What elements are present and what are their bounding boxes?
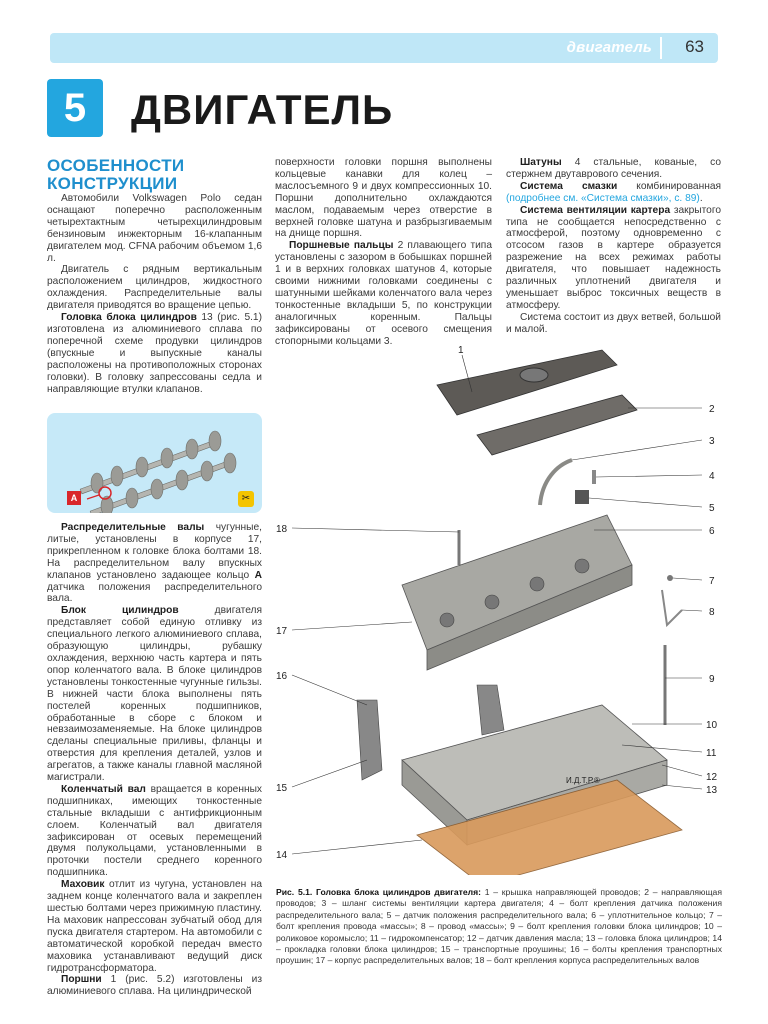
- paragraph-text: отлит из чугуна, установлен на заднем конце коленчатого вала и закреплен шестью болтами через прижимную пластину. На маховик напрессован зубчатый обод для пуска двигателя стартером. На автомобили с автоматической коробкой передач вместо маховика устанавливают ведущий диск гидротрансформатора.: [47, 879, 262, 974]
- paragraph: [506, 181, 721, 205]
- chapter-number-badge: 5: [47, 79, 103, 137]
- text-column-1-lower: [47, 522, 262, 998]
- paragraph: [47, 784, 262, 879]
- cylinder-head-exploded-figure: [272, 340, 722, 875]
- callout-18: 18: [276, 524, 288, 535]
- figure-caption: [276, 887, 722, 967]
- callout-8: 8: [709, 607, 715, 618]
- term: Головка блока цилиндров: [61, 312, 197, 324]
- term: Блок цилиндров: [61, 605, 179, 617]
- term: Маховик: [61, 879, 105, 891]
- paragraph-text: закрытого типа не сообщается непосредственно с атмосферой, поэтому одновременно с отсосом газов в картере образуется разрежение на всех режимах работы двигателя, что повышает надежность различных уплотнений двигателя и уменьшает выброс токсичных веществ в атмосферу.: [506, 204, 721, 311]
- marker-a-badge: A: [67, 491, 81, 505]
- term: Коленчатый вал: [61, 783, 146, 795]
- cylinder-head-illustration: [272, 340, 722, 875]
- callout-6: 6: [709, 526, 715, 537]
- term: Поршни: [61, 974, 102, 986]
- paragraph: [275, 240, 492, 347]
- publisher-watermark: И.Д.Т.Р.®: [566, 776, 600, 785]
- page-number: 63: [685, 37, 704, 56]
- paragraph-text: 4 стальные, кованые, со стержнем двутаврового сечения.: [506, 157, 721, 180]
- paragraph-text: вращается в коренных подшипниках, имеющих тонкостенные стальные вкладыши с антифрикционным слоем. Коленчатый вал двигателя зафиксирован от осевых перемещений двумя полукольцами, установленными в проточки постели среднего коренного подшипника.: [47, 783, 262, 879]
- term: Система вентиляции картера: [520, 204, 671, 216]
- chapter-title: ДВИГАТЕЛЬ: [131, 86, 394, 133]
- paragraph-text: двигателя представляет собой единую отливку из специального легкого алюминиевого сплава, образующую цилиндры, рубашку охлаждения, верхнюю часть картера и пять опор коленчатого вала. В блоке цилиндров установлены тонкостенные чугунные гильзы. В нижней части блока выполнены пять постелей коренных подшипников, обработанные в сборе с блоком и невзаимозаменяемые. На блоке цилиндров сделаны специальные приливы, фланцы и отверстия для крепления деталей, узлов и агрегатов, а также каналы главной масляной магистрали.: [47, 605, 262, 784]
- term: А: [254, 569, 262, 581]
- section-heading: [47, 157, 262, 193]
- caption-text: 1 – крышка направляющей проводов; 2 – направляющая проводов; 3 – шланг системы вентиляции картера двигателя; 4 – болт крепления датчика положения распределительного вала; 5 – датчик положения распределительного вала; 6 – уплотнительное кольцо; 7 – болт крепления провода «массы»; 8 – провод «массы»; 9 – болт крепления головки блока цилиндров; 10 – роликовое коромысло; 11 – гидрокомпенсатор; 12 – датчик давления масла; 13 – головка блока цилиндров; 14 – прокладка головки блока цилиндров; 15 – транспортные проушины; 16 – болты крепления транспортных проушин; 17 – корпус распределительных валов; 18 – болт крепления корпуса распределительных валов: [276, 887, 722, 966]
- paragraph: [47, 522, 262, 605]
- section-heading-line2: КОНСТРУКЦИИ: [47, 174, 178, 193]
- text-column-1: [47, 157, 262, 395]
- callout-13: 13: [706, 785, 718, 796]
- paragraph-text: 13 (рис. 5.1) изготовлена из алюминиевого сплава по поперечной схеме продувки цилиндров (впускные и выпускные каналы расположены на противоположных сторонах головки). В головку запрессованы седла и направляющие втулки клапанов.: [47, 312, 262, 395]
- paragraph: [47, 974, 262, 998]
- paragraph: [47, 879, 262, 974]
- paragraph: поверхности головки поршня выполнены кольцевые канавки для колец – маслосъемного 9 и двух компрессионных 10. Поршни дополнительно охлаждаются маслом, подаваемым через отверстие в верхней головке шатуна и разбрызгиваемым на днище поршня.: [275, 157, 492, 240]
- callout-2: 2: [709, 404, 715, 415]
- paragraph: [47, 312, 262, 395]
- term: Поршневые пальцы: [289, 240, 394, 252]
- paragraph-text: .: [699, 192, 703, 204]
- callout-10: 10: [706, 720, 718, 731]
- callout-11: 11: [706, 748, 717, 759]
- paragraph: Автомобили Volkswagen Polo седан оснащают поперечно расположенным четырехтактным четырехцилиндровым бензиновым инжекторным 16-клапанным двигателем мод. CFNA рабочим объемом 1,6 л.: [47, 193, 262, 264]
- paragraph-text: датчика положения распределительного вала.: [47, 581, 262, 605]
- callout-17: 17: [276, 626, 288, 637]
- running-header-section: двигатель: [566, 39, 652, 56]
- callout-4: 4: [709, 471, 715, 482]
- paragraph: [47, 605, 262, 784]
- callout-9: 9: [709, 674, 715, 685]
- callout-14: 14: [276, 850, 288, 861]
- callout-7: 7: [709, 576, 715, 587]
- callout-15: 15: [276, 783, 288, 794]
- paragraph-text: 2 плавающего типа установлены с зазором в бобышках поршней 1 и в верхних головках шатунов 4, которые своими нижними головками соединены с шатунными шейками коленчатого вала через тонкостенные вкладыши 5, по конструкции аналогичных коренным. Пальцы зафиксированы от осевого смещения стопорными кольцами 3.: [275, 240, 492, 347]
- camshaft-image: [47, 413, 262, 513]
- section-heading-line1: ОСОБЕННОСТИ: [47, 156, 185, 175]
- term: Распределительные валы: [61, 522, 205, 533]
- header-divider: [660, 37, 662, 59]
- paragraph: [506, 157, 721, 181]
- paragraph-text: чугунные, литые, установлены в корпусе 17, прикрепленном к головке блока болтами 18. На распределительном валу впускных клапанов установлено задающее кольцо: [47, 522, 262, 581]
- term: Система смазки: [520, 180, 618, 192]
- running-header: [50, 33, 718, 63]
- callout-16: 16: [276, 671, 288, 682]
- paragraph: Двигатель с рядным вертикальным расположением цилиндров, жидкостного охлаждения. Распределительные валы двигателя приводятся во вращение цепью.: [47, 264, 262, 312]
- callout-3: 3: [709, 436, 715, 447]
- callout-12: 12: [706, 772, 718, 783]
- callout-1: 1: [458, 345, 464, 356]
- wrench-icon: ✂: [238, 491, 254, 507]
- callout-5: 5: [709, 503, 715, 514]
- term: Шатуны: [520, 157, 562, 168]
- paragraph: Система состоит из двух ветвей, большой и малой.: [506, 311, 721, 335]
- paragraph-text: комбинированная: [617, 180, 721, 192]
- cross-reference-link[interactable]: (подробнее см. «Система смазки», с. 89): [506, 192, 700, 204]
- text-column-3: [506, 157, 721, 336]
- text-column-2: [275, 157, 492, 348]
- paragraph-text: 1 (рис. 5.2) изготовлены из алюминиевого сплава. На цилиндрической: [47, 974, 262, 998]
- caption-label: Рис. 5.1. Головка блока цилиндров двигателя:: [276, 887, 481, 897]
- paragraph: [506, 205, 721, 312]
